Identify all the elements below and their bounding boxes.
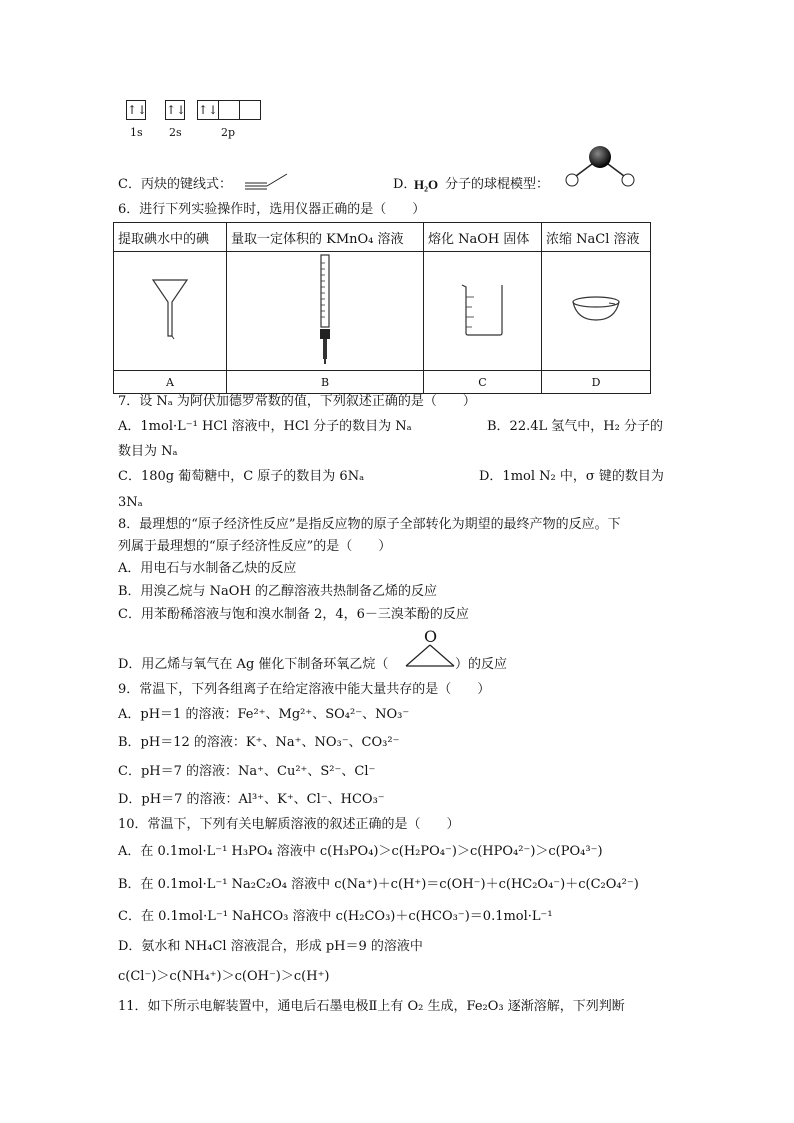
q9-option-b: B．pH＝12 的溶液：K⁺、Na⁺、NO₃⁻、CO₃²⁻ <box>118 735 400 750</box>
q6-stem: 6．进行下列实验操作时，选用仪器正确的是（ ） <box>118 202 426 217</box>
header-iodine: 提取碘水中的碘 <box>114 223 227 252</box>
q10-option-a: A．在 0.1mol·L⁻¹ H₃PO₄ 溶液中 c(H₃PO₄)＞c(H₂PO₄⁻)＞c(HPO₄²⁻)＞c(PO₄³⁻) <box>118 844 603 859</box>
q10-option-d: D．氨水和 NH₄Cl 溶液混合，形成 pH＝9 的溶液中 <box>118 939 423 954</box>
orbital-box-2p <box>197 100 261 120</box>
q8-option-a: A．用电石与水制备乙炔的反应 <box>118 561 297 576</box>
label-d: D <box>542 371 651 394</box>
evaporating-dish-icon <box>571 294 621 324</box>
orbital-empty <box>219 101 240 119</box>
propyne-skeletal-formula <box>243 170 289 190</box>
funnel-icon <box>150 278 190 340</box>
q7-option-b-cont: 数目为 Nₐ <box>118 444 178 459</box>
burette-cell <box>227 252 424 371</box>
q10-stem: 10．常温下，下列有关电解质溶液的叙述正确的是（ ） <box>118 817 460 832</box>
label-c: C <box>424 371 542 394</box>
q5-option-d-text: 分子的球棍模型： <box>445 177 550 192</box>
q5-option-d-formula: H₂O <box>414 177 439 192</box>
funnel-cell <box>114 252 227 371</box>
q8-option-b: B．用溴乙烷与 NaOH 的乙醇溶液共热制备乙烯的反应 <box>118 584 437 599</box>
beaker-icon <box>460 281 506 337</box>
q11-stem: 11．如下所示电解装置中，通电后石墨电极Ⅱ上有 O₂ 生成，Fe₂O₃ 逐渐溶解，下列判断 <box>118 999 625 1014</box>
header-naoh: 熔化 NaOH 固体 <box>424 223 542 252</box>
epoxide-o-atom: O <box>424 627 438 646</box>
q7-option-d: D．1mol N₂ 中，σ 键的数目为 <box>479 469 664 484</box>
q9-option-d: D．pH＝7 的溶液：Al³⁺、K⁺、Cl⁻、HCO₃⁻ <box>118 792 385 807</box>
q8-option-d-end: ）的反应 <box>455 657 508 672</box>
label-b: B <box>227 371 424 394</box>
q10-option-d-cont: c(Cl⁻)＞c(NH₄⁺)＞c(OH⁻)＞c(H⁺) <box>118 969 330 984</box>
label-2s: 2s <box>169 126 182 139</box>
q7-option-d-cont: 3Nₐ <box>118 495 143 510</box>
burette-icon <box>315 253 335 365</box>
q9-stem: 9．常温下，下列各组离子在给定溶液中能大量共存的是（ ） <box>118 682 491 697</box>
q8-option-d-start: D．用乙烯与氧气在 Ag 催化下制备环氧乙烷（ <box>118 657 389 672</box>
q5-option-c: C．丙炔的键线式： <box>118 177 232 192</box>
header-nacl: 浓缩 NaCl 溶液 <box>542 223 651 252</box>
q5-option-d-prefix: D． <box>393 177 417 192</box>
label-1s: 1s <box>130 126 143 139</box>
q7-option-a: A．1mol·L⁻¹ HCl 溶液中，HCl 分子的数目为 Nₐ <box>118 419 412 434</box>
q10-option-b: B．在 0.1mol·L⁻¹ Na₂C₂O₄ 溶液中 c(Na⁺)＋c(H⁺)＝c(OH⁻)＋c(HC₂O₄⁻)＋c(C₂O₄²⁻) <box>118 877 639 892</box>
q8-stem-cont: 列属于最理想的“原子经济性反应”的是（ ） <box>118 539 392 554</box>
q8-option-c: C．用苯酚稀溶液与饱和溴水制备 2，4，6－三溴苯酚的反应 <box>118 607 469 622</box>
label-a: A <box>114 371 227 394</box>
orbital-arrows: ↑↓ <box>166 103 187 117</box>
q10-option-c: C．在 0.1mol·L⁻¹ NaHCO₃ 溶液中 c(H₂CO₃)＋c(HCO₃⁻)＝0.1mol·L⁻¹ <box>118 909 553 924</box>
orbital-arrows: ↑↓ <box>198 103 219 117</box>
evaporating-dish-cell <box>542 252 651 371</box>
q7-option-c: C．180g 葡萄糖中，C 原子的数目为 6Nₐ <box>118 469 365 484</box>
beaker-cell <box>424 252 542 371</box>
q6-instrument-table <box>113 222 651 394</box>
orbital-box-2s <box>165 100 185 120</box>
q7-stem: 7．设 Nₐ 为阿伏加德罗常数的值，下列叙述正确的是（ ） <box>118 394 476 409</box>
orbital-empty <box>240 101 260 119</box>
orbital-arrows: ↑↓ <box>127 103 148 117</box>
q9-option-a: A．pH＝1 的溶液：Fe²⁺、Mg²⁺、SO₄²⁻、NO₃⁻ <box>118 707 410 722</box>
ethylene-oxide-structure <box>404 644 456 668</box>
header-kmno4: 量取一定体积的 KMnO₄ 溶液 <box>227 223 424 252</box>
label-2p: 2p <box>221 126 236 139</box>
q8-stem: 8．最理想的“原子经济性反应”是指反应物的原子全部转化为期望的最终产物的反应。下 <box>118 517 621 532</box>
orbital-box-1s <box>126 100 146 120</box>
q9-option-c: C．pH＝7 的溶液：Na⁺、Cu²⁺、S²⁻、Cl⁻ <box>118 764 376 779</box>
water-ball-stick-model <box>562 142 638 190</box>
q7-option-b: B．22.4L 氢气中，H₂ 分子的 <box>487 419 663 434</box>
